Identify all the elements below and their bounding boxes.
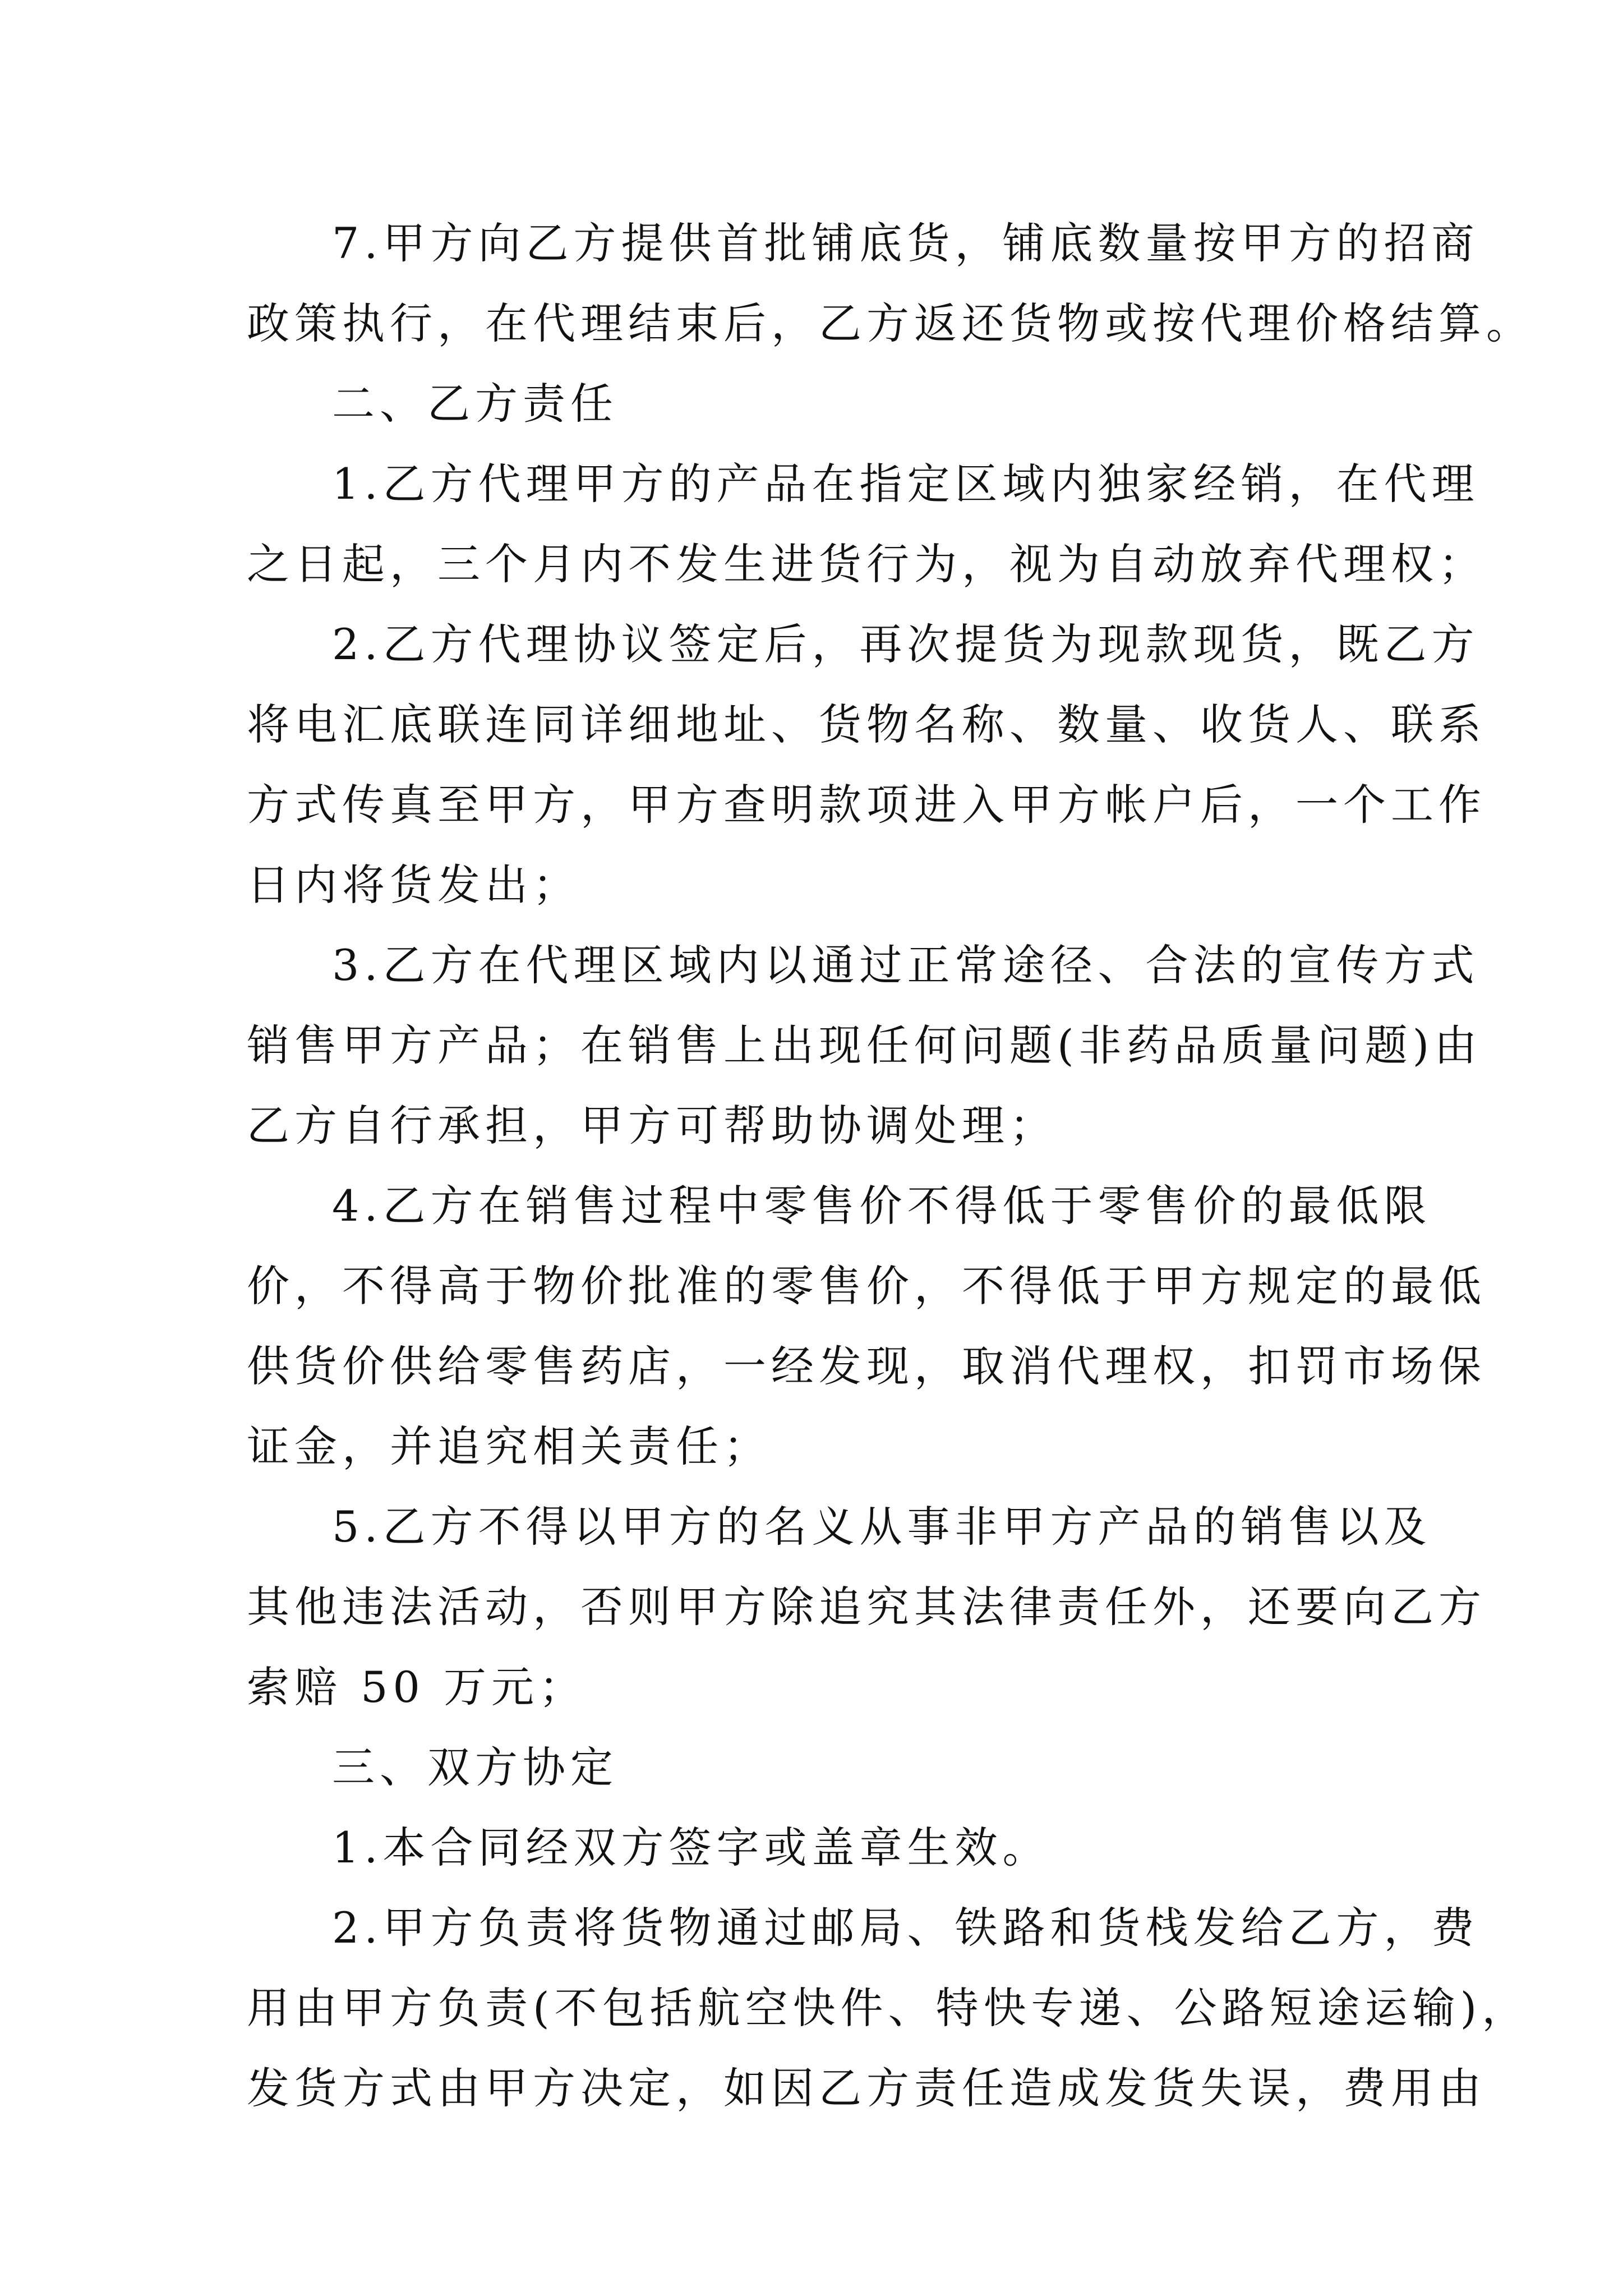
paragraph-line: 2.乙方代理协议签定后，再次提货为现款现货，既乙方 [332, 619, 1479, 669]
paragraph-line: 7.甲方向乙方提供首批铺底货，铺底数量按甲方的招商 [332, 218, 1479, 268]
paragraph-line: 索赔 50 万元； [247, 1662, 587, 1712]
paragraph-line: 5.乙方不得以甲方的名义从事非甲方产品的销售以及 [332, 1502, 1432, 1552]
paragraph-line: 之日起，三个月内不发生进货行为，视为自动放弃代理权； [247, 539, 1486, 589]
paragraph-line: 方式传真至甲方，甲方查明款项进入甲方帐户后，一个工作 [247, 780, 1486, 830]
paragraph-line: 将电汇底联连同详细地址、货物名称、数量、收货人、联系 [247, 700, 1486, 749]
paragraph-line: 2.甲方负责将货物通过邮局、铁路和货栈发给乙方，费 [332, 1903, 1479, 1953]
paragraph-line: 价，不得高于物价批准的零售价，不得低于甲方规定的最低 [247, 1261, 1486, 1311]
paragraph-line: 1.乙方代理甲方的产品在指定区域内独家经销，在代理 [332, 459, 1479, 509]
paragraph-line: 1.本合同经双方签字或盖章生效。 [332, 1823, 1050, 1872]
paragraph-line: 日内将货发出； [247, 860, 580, 910]
section-heading: 二、乙方责任 [332, 379, 618, 429]
paragraph-line: 乙方自行承担，甲方可帮助协调处理； [247, 1101, 1057, 1151]
section-heading: 三、双方协定 [332, 1742, 618, 1792]
paragraph-line: 供货价供给零售药店，一经发现，取消代理权，扣罚市场保 [247, 1341, 1486, 1391]
paragraph-line: 4.乙方在销售过程中零售价不得低于零售价的最低限 [332, 1181, 1432, 1231]
paragraph-line: 销售甲方产品；在销售上出现任何问题(非药品质量问题)由 [247, 1020, 1482, 1070]
paragraph-line: 3.乙方在代理区域内以通过正常途径、合法的宣传方式 [332, 940, 1479, 990]
paragraph-line: 证金，并追究相关责任； [247, 1421, 771, 1471]
paragraph-line: 政策执行，在代理结束后，乙方返还货物或按代理价格结算。 [247, 298, 1534, 348]
paragraph-line: 用由甲方负责(不包括航空快件、特快专递、公路短途运输)， [247, 1983, 1530, 2033]
paragraph-line: 其他违法活动，否则甲方除追究其法律责任外，还要向乙方 [247, 1582, 1486, 1632]
document-body [247, 203, 1534, 2128]
paragraph-line: 发货方式由甲方决定，如因乙方责任造成发货失误，费用由 [247, 2063, 1486, 2113]
